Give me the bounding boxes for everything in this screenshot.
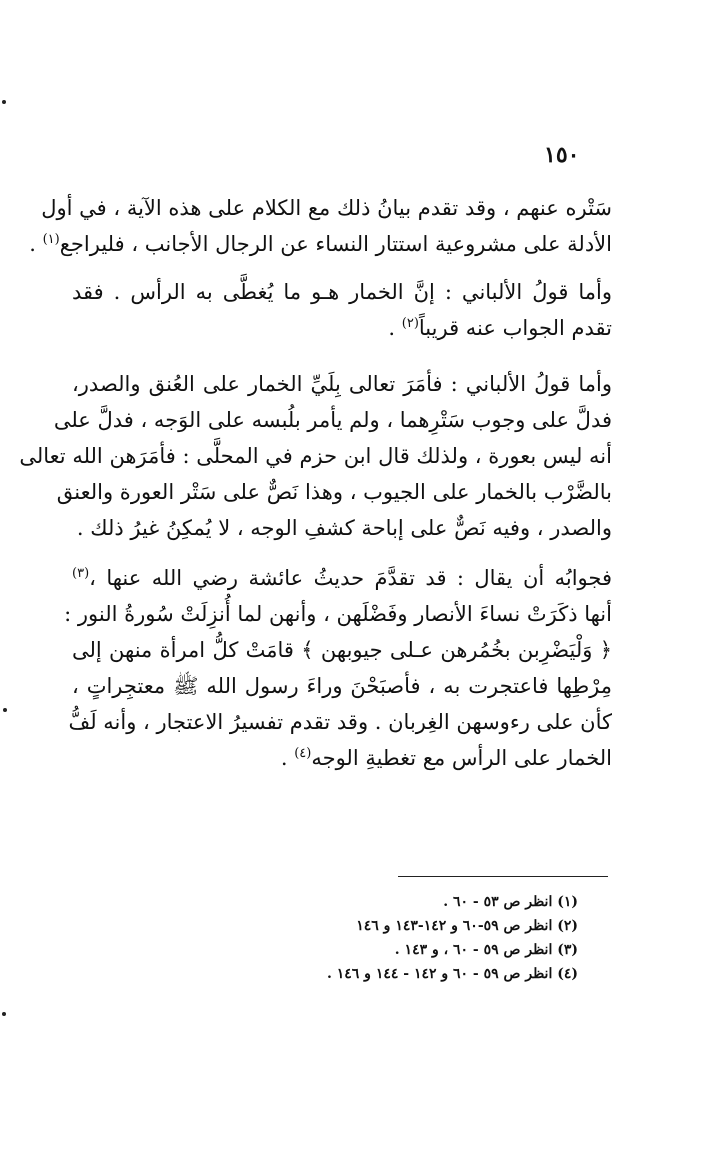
text-line: فدلَّ على وجوب سَتْرِهما ، ولم يأمر بلُبسه على الوَجه ، فدلَّ على bbox=[53, 408, 612, 432]
paragraph-1 bbox=[29, 190, 612, 262]
text-line bbox=[72, 310, 612, 346]
page-number: ١٥٠ bbox=[544, 142, 580, 168]
text-line: أنها ذكَرَتْ نساءَ الأنصار وفَضْلَهن ، وأنهن لما أُنزِلَتْ سُورةُ النور : bbox=[64, 602, 612, 626]
text-line: وأما قولُ الألباني : فأمَرَ تعالى بِلَيِّ الخمار على العُنق والصدر، bbox=[72, 372, 612, 396]
scan-speck bbox=[2, 1012, 6, 1016]
text-line: بالضَّرْب بالخمار على الجيوب ، وهذا نَصٌّ على سَتْر العورة والعنق bbox=[56, 480, 612, 504]
paragraph-3 bbox=[19, 366, 612, 546]
footnote-ref-1: (١) bbox=[42, 232, 60, 247]
footnote-ref-4: (٤) bbox=[294, 746, 312, 761]
text-line: مِرْطِها فاعتجرت به ، فأصبَحْنَ وراءَ رسول الله ﷺ معتجِراتٍ ، bbox=[72, 674, 612, 698]
footnote-2: (٢) انظر ص ٥٩-٦٠ و ١٤٢-١٤٣ و ١٤٦ bbox=[356, 918, 578, 934]
text-line: سَتْره عنهم ، وقد تقدم بيانُ ذلك مع الكلام على هذه الآية ، في أول bbox=[41, 196, 612, 220]
paragraph-2 bbox=[72, 274, 612, 346]
paragraph-4 bbox=[64, 560, 612, 776]
text-segment: . bbox=[280, 746, 295, 770]
scan-speck bbox=[3, 708, 7, 712]
text-segment: تقدم الجواب عنه قريباً bbox=[418, 316, 612, 340]
footnote-ref-3: (٣) bbox=[72, 566, 90, 581]
footnote-ref-2: (٢) bbox=[401, 316, 419, 331]
footnote-separator bbox=[398, 876, 608, 877]
text-line: والصدر ، وفيه نَصٌّ على إباحة كشفِ الوجه ، لا يُمكِنُ غيرُ ذلك . bbox=[76, 516, 612, 540]
text-line bbox=[72, 740, 612, 776]
text-line: وأما قولُ الألباني : إنَّ الخمار هـو ما يُغطَّى به الرأس . فقد bbox=[72, 280, 612, 304]
text-line: كأن على رءوسهن الغِربان . وقد تقدم تفسيرُ الاعتجار ، وأنه لَفُّ bbox=[68, 710, 612, 734]
footnote-3: (٣) انظر ص ٥٩ - ٦٠ ، و ١٤٣ . bbox=[394, 942, 578, 958]
text-line: أنه ليس بعورة ، ولذلك قال ابن حزم في المحلَّى : فأمَرَهن الله تعالى bbox=[19, 444, 612, 468]
text-segment: الأدلة على مشروعية استتار النساء عن الرجال الأجانب ، فليراجع bbox=[59, 232, 612, 256]
text-segment: . bbox=[388, 316, 402, 340]
text-segment: فجوابُه أن يقال : قد تقدَّمَ حديثُ عائشة رضي الله عنها ، bbox=[89, 566, 612, 590]
body-text bbox=[19, 190, 612, 790]
text-segment: الخمار على الرأس مع تغطيةِ الوجه bbox=[311, 746, 612, 770]
footnote-1: (١) انظر ص ٥٣ - ٦٠ . bbox=[443, 894, 578, 910]
scan-speck bbox=[2, 100, 6, 104]
footnote-4: (٤) انظر ص ٥٩ - ٦٠ و ١٤٢ - ١٤٤ و ١٤٦ . bbox=[326, 966, 578, 982]
text-line bbox=[72, 560, 612, 596]
text-line: ﴿ وَلْيَضْرِبن بخُمُرهن عـلى جيوبهن ﴾ قامَتْ كلُّ امرأة منهن إلى bbox=[72, 638, 612, 662]
footnotes bbox=[240, 890, 578, 986]
text-segment: . bbox=[29, 232, 43, 256]
text-line bbox=[29, 226, 612, 262]
